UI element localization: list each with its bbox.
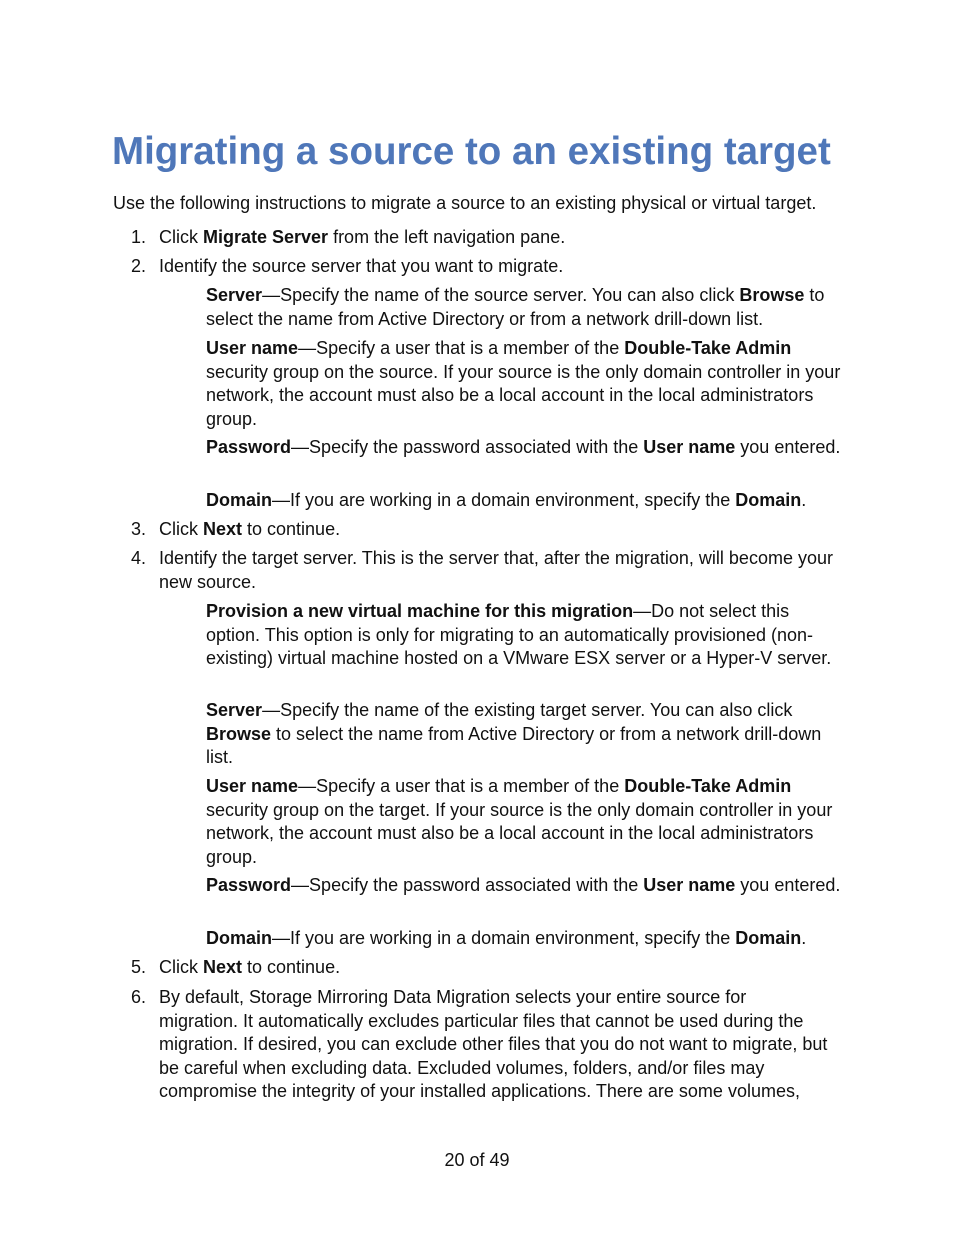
text-run: . — [801, 490, 807, 510]
text-run: —Specify the name of the existing target server. You can also click — [262, 700, 793, 720]
field-description-source-server — [206, 284, 842, 331]
text-run: —Specify the name of the source server. You can also click — [262, 285, 740, 305]
step-number: 2. — [131, 256, 147, 276]
text-run: . — [801, 928, 807, 948]
field-description-target-user-name — [206, 775, 842, 869]
field-term: User name — [206, 776, 299, 796]
field-term: Password — [206, 437, 292, 457]
field-description-provision-vm — [206, 600, 842, 671]
step-text: By default, Storage Mirroring Data Migration selects your entire source for migration. It automatically excludes particular files that cannot be used during the migration. If desired, you can exclude other files that you do not want to migrate, but be careful when excluding data. Excluded volumes, folders, and/or files may compromise the integrity of your installed applications. There are some volumes, — [159, 987, 828, 1101]
ui-term-browse: Browse — [739, 285, 805, 305]
page-title: Migrating a source to an existing target — [112, 130, 831, 173]
text-run: Click — [159, 227, 203, 247]
ui-term-domain: Domain — [735, 928, 802, 948]
step-text — [159, 226, 839, 250]
text-run: to continue. — [242, 519, 341, 539]
field-description-source-password — [206, 436, 842, 460]
ui-term-user-name: User name — [643, 437, 736, 457]
field-term: Domain — [206, 928, 273, 948]
page-number: 20 of 49 — [444, 1150, 510, 1170]
step-number: 5. — [131, 957, 147, 977]
field-description-target-password — [206, 874, 842, 898]
ui-term-next: Next — [203, 957, 243, 977]
text-run: —If you are working in a domain environment, specify the — [272, 490, 736, 510]
text-run: —Specify the password associated with the — [291, 437, 644, 457]
step-text: Identify the source server that you want to migrate. — [159, 256, 564, 276]
field-description-source-domain — [206, 489, 842, 513]
step-text — [159, 956, 839, 980]
field-term: User name — [206, 338, 299, 358]
field-term: Server — [206, 700, 263, 720]
ui-term-double-take-admin: Double-Take Admin — [624, 776, 792, 796]
ui-term-double-take-admin: Double-Take Admin — [624, 338, 792, 358]
text-run: —If you are working in a domain environment, specify the — [272, 928, 736, 948]
step-number: 6. — [131, 987, 147, 1007]
text-run: to continue. — [242, 957, 341, 977]
text-run: security group on the target. If your source is the only domain controller in your network, the account must also be a local account in the local administrators group. — [206, 799, 833, 867]
ui-term-user-name: User name — [643, 875, 736, 895]
field-description-target-server — [206, 699, 842, 770]
field-term: Provision a new virtual machine for this migration — [206, 601, 634, 621]
step-number: 1. — [131, 227, 147, 247]
ui-term-browse: Browse — [206, 723, 272, 744]
text-run: —Do not select this option. This option is only for migrating to an automatically provisioned (non-existing) virtual machine hosted on a VMware ESX server or a Hyper-V server. — [206, 601, 832, 668]
text-run: to select the name from Active Directory or from a network drill-down list. — [206, 285, 825, 329]
text-run: —Specify the password associated with the — [291, 875, 644, 895]
intro-paragraph: Use the following instructions to migrate a source to an existing physical or virtual target. — [113, 193, 817, 213]
field-term: Server — [206, 285, 263, 305]
step-text: Identify the target server. This is the server that, after the migration, will become your new source. — [159, 548, 833, 592]
field-term: Password — [206, 875, 292, 895]
step-text — [159, 518, 839, 542]
text-run: you entered. — [735, 875, 841, 895]
text-run: you entered. — [735, 437, 841, 457]
field-term: Domain — [206, 490, 273, 510]
field-description-source-user-name — [206, 337, 842, 431]
ui-term-next: Next — [203, 519, 243, 539]
text-run: —Specify a user that is a member of the — [298, 776, 625, 796]
step-number: 3. — [131, 519, 147, 539]
text-run: —Specify a user that is a member of the — [298, 338, 625, 358]
text-run: Click — [159, 957, 203, 977]
text-run: Click — [159, 519, 203, 539]
ui-term-migrate-server: Migrate Server — [203, 227, 329, 247]
text-run: security group on the source. If your source is the only domain controller in your network, the account must also be a local account in the local administrators group. — [206, 361, 841, 429]
text-run: from the left navigation pane. — [328, 227, 566, 247]
ui-term-domain: Domain — [735, 490, 802, 510]
text-run: to select the name from Active Directory or from a network drill-down list. — [206, 723, 822, 767]
field-description-target-domain — [206, 927, 842, 951]
step-number: 4. — [131, 548, 147, 568]
